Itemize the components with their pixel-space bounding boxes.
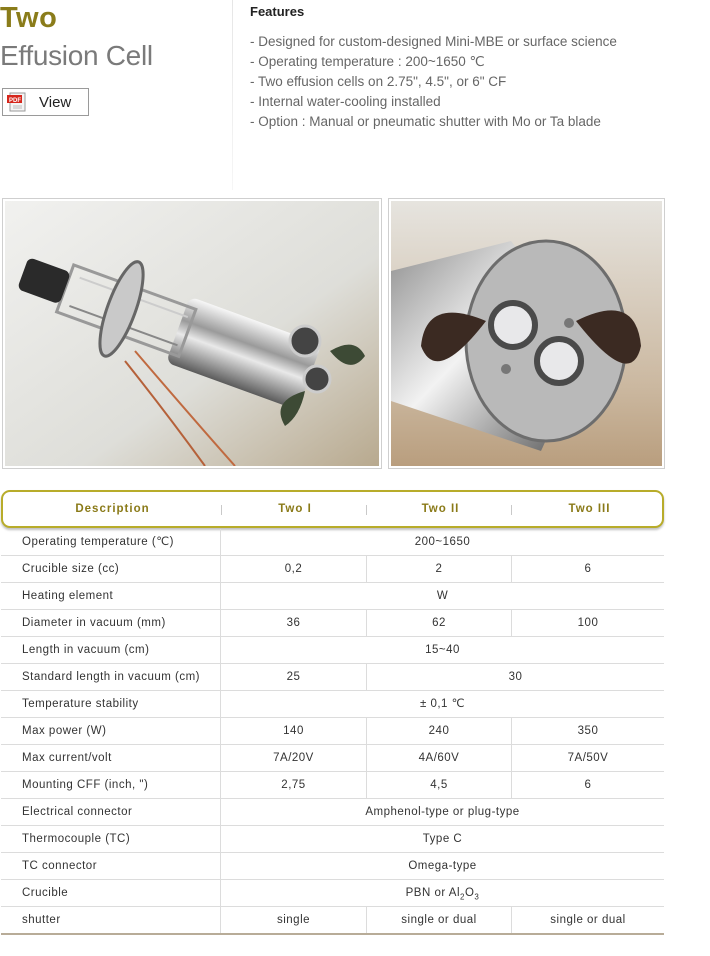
row-label: Length in vacuum (cm) (22, 644, 150, 656)
row-value: 200~1650 (220, 529, 664, 555)
row-value: 240 (366, 718, 511, 744)
product-photo-assembly (2, 198, 382, 469)
header-separator (511, 505, 512, 515)
table-row (1, 583, 664, 610)
row-value: 100 (511, 610, 664, 636)
row-label: Thermocouple (TC) (22, 833, 131, 845)
row-label: shutter (22, 914, 61, 926)
row-label: TC connector (22, 860, 98, 872)
table-row (1, 718, 664, 745)
row-label: Heating element (22, 590, 114, 602)
features-list (250, 32, 617, 132)
row-value: 15~40 (220, 637, 664, 663)
col-header-two-1: Two I (278, 503, 312, 515)
col-header-two-2: Two II (421, 503, 460, 515)
spec-table-header (1, 490, 664, 528)
table-row (1, 907, 664, 935)
table-row (1, 529, 664, 556)
row-value: 0,2 (220, 556, 366, 582)
pdf-icon (7, 92, 29, 112)
row-value: single or dual (366, 907, 511, 933)
row-value: 4,5 (366, 772, 511, 798)
spec-table-body (1, 529, 664, 935)
table-row (1, 799, 664, 826)
table-row (1, 664, 664, 691)
row-label: Crucible size (cc) (22, 563, 120, 575)
row-value: 2,75 (220, 772, 366, 798)
col-header-description: Description (75, 503, 150, 515)
row-label: Max current/volt (22, 752, 112, 764)
row-label: Crucible (22, 887, 69, 899)
row-label: Operating temperature (℃) (22, 536, 174, 548)
view-button-label: View (39, 94, 72, 111)
crucible-material-text: PBN or Al (405, 887, 460, 899)
table-row (1, 745, 664, 772)
feature-item: - Operating temperature : 200~1650 ℃ (250, 54, 485, 69)
feature-item: - Designed for custom-designed Mini-MBE or surface science (250, 34, 617, 49)
feature-item: - Internal water-cooling installed (250, 94, 441, 109)
table-row (1, 853, 664, 880)
row-value: 350 (511, 718, 664, 744)
row-label: Mounting CFF (inch, ") (22, 779, 149, 791)
row-value: 2 (366, 556, 511, 582)
row-value: 4A/60V (366, 745, 511, 771)
product-photo-closeup (388, 198, 665, 469)
row-value: 25 (220, 664, 366, 690)
row-label: Standard length in vacuum (cm) (22, 671, 200, 683)
table-row (1, 691, 664, 718)
row-label: Max power (W) (22, 725, 107, 737)
section-divider (232, 0, 233, 190)
features-heading: Features (250, 4, 305, 19)
row-value: 6 (511, 772, 664, 798)
row-value: Type C (220, 826, 664, 852)
product-title-line1: Two (0, 2, 58, 34)
row-value: 140 (220, 718, 366, 744)
view-pdf-button[interactable] (2, 88, 89, 116)
row-label: Diameter in vacuum (mm) (22, 617, 166, 629)
row-value: single or dual (511, 907, 664, 933)
row-value (220, 880, 664, 906)
table-row (1, 637, 664, 664)
row-label: Temperature stability (22, 698, 139, 710)
row-value: 7A/20V (220, 745, 366, 771)
product-title-line2: Effusion Cell (0, 40, 153, 71)
row-value: 36 (220, 610, 366, 636)
row-value: ± 0,1 ℃ (220, 691, 664, 717)
row-value: 6 (511, 556, 664, 582)
subscript: 3 (474, 892, 480, 902)
table-row (1, 826, 664, 853)
row-value: 7A/50V (511, 745, 664, 771)
table-row (1, 556, 664, 583)
crucible-material-text: O (464, 887, 475, 899)
row-value: 30 (366, 664, 664, 690)
svg-text:PDF: PDF (9, 98, 21, 104)
feature-item: - Two effusion cells on 2.75", 4.5", or 6" CF (250, 74, 507, 89)
row-value: W (220, 583, 664, 609)
table-row (1, 610, 664, 637)
feature-item: - Option : Manual or pneumatic shutter with Mo or Ta blade (250, 114, 601, 129)
subscript: 2 (460, 892, 465, 902)
row-label: Electrical connector (22, 806, 133, 818)
row-value: Omega-type (220, 853, 664, 879)
row-value: 62 (366, 610, 511, 636)
row-value: single (220, 907, 366, 933)
header-separator (366, 505, 367, 515)
col-header-two-3: Two III (568, 503, 611, 515)
row-value: Amphenol-type or plug-type (220, 799, 664, 825)
table-row (1, 772, 664, 799)
table-row (1, 880, 664, 907)
